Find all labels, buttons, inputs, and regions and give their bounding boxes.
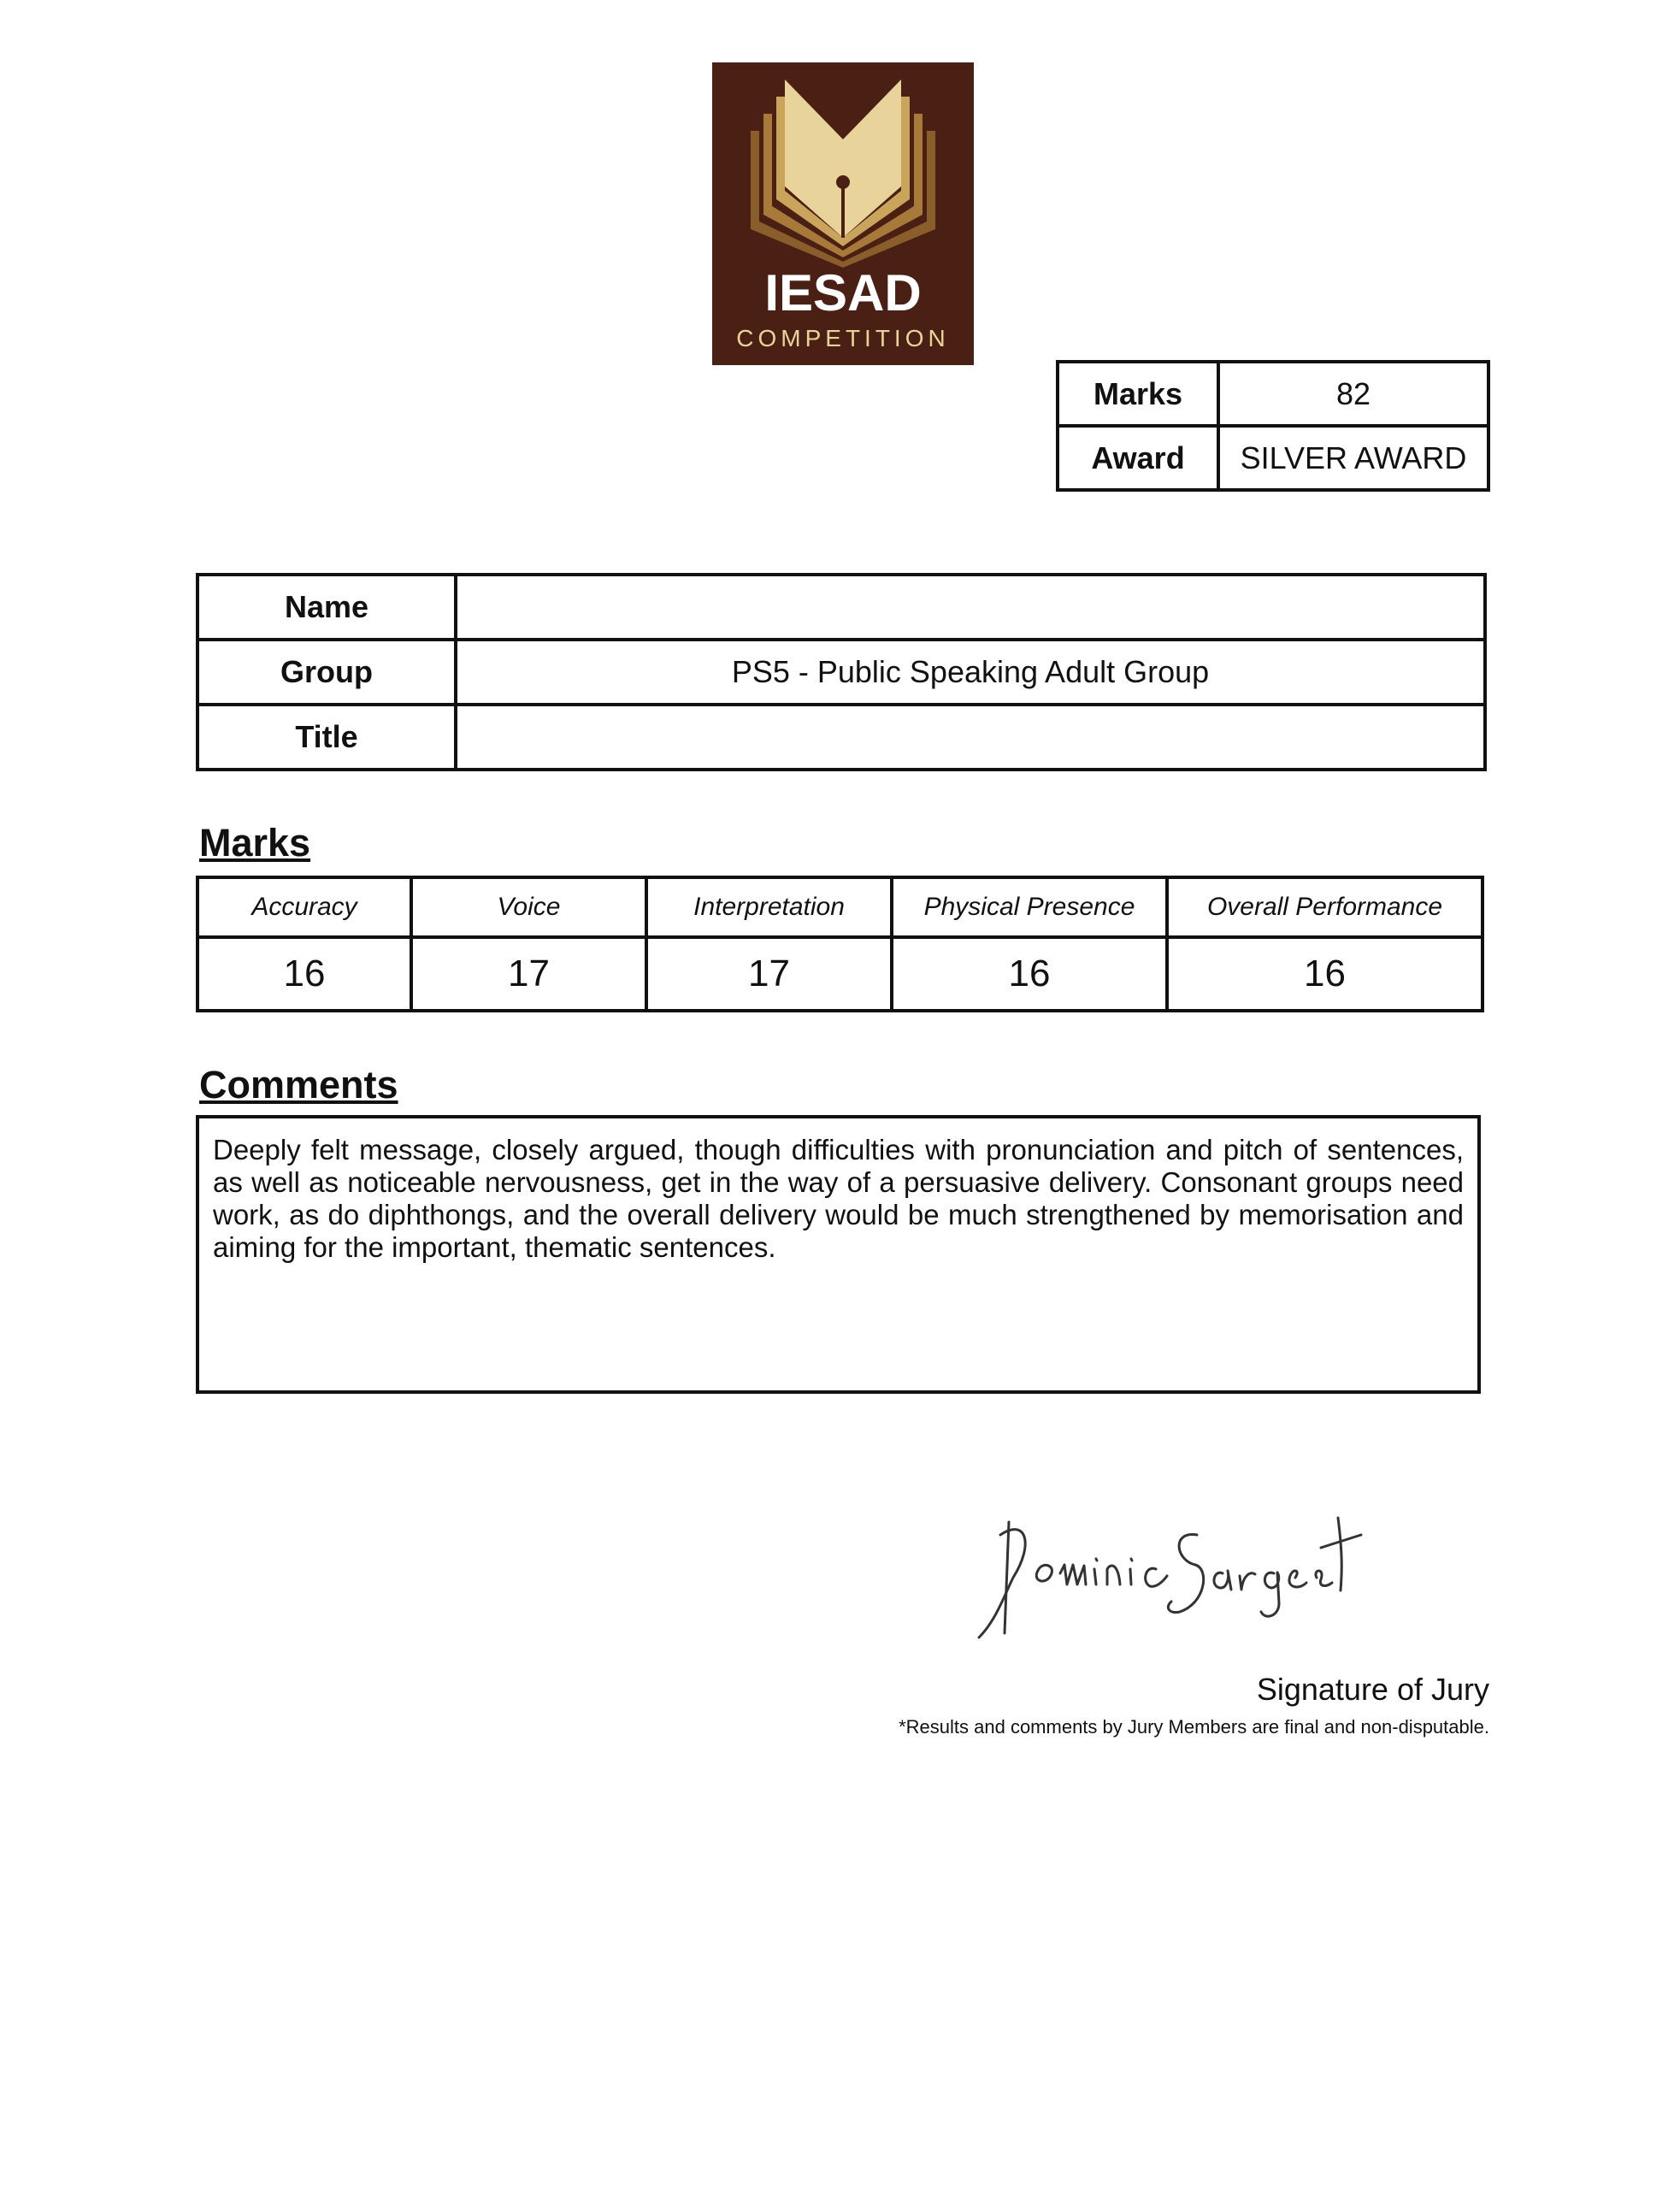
marks-row [1058,362,1488,426]
marks-header-row [197,877,1483,937]
comments-box [196,1115,1481,1394]
jury-signature [966,1484,1462,1655]
column-voice: Voice [411,877,646,937]
iesad-logo [712,62,974,365]
score-physical-presence: 16 [892,937,1167,1011]
participant-info-table [196,573,1487,771]
signature-label: Signature of Jury [1256,1672,1489,1707]
score-overall-performance: 16 [1167,937,1483,1011]
name-value [456,575,1485,640]
column-accuracy: Accuracy [197,877,411,937]
logo-tagline: COMPETITION [736,325,950,351]
marks-heading: Marks [199,821,311,864]
marks-value: 82 [1218,362,1488,426]
open-book-pen-icon [712,62,974,365]
column-physical-presence: Physical Presence [892,877,1167,937]
name-row [197,575,1485,640]
award-row [1058,426,1488,490]
title-value [456,705,1485,770]
award-value: SILVER AWARD [1218,426,1488,490]
group-row [197,640,1485,705]
marks-breakdown-table [196,876,1484,1012]
summary-table [1056,360,1490,492]
column-overall-performance: Overall Performance [1167,877,1483,937]
award-label: Award [1058,426,1218,490]
title-row [197,705,1485,770]
marks-score-row [197,937,1483,1011]
comments-heading: Comments [199,1063,398,1106]
group-label: Group [197,640,456,705]
title-label: Title [197,705,456,770]
name-label: Name [197,575,456,640]
score-interpretation: 17 [646,937,892,1011]
logo-brand: IESAD [764,264,922,322]
column-interpretation: Interpretation [646,877,892,937]
score-accuracy: 16 [197,937,411,1011]
comments-text: Deeply felt message, closely argued, though difficulties with pronunciation and pitch of sentences, as well as noticeable nervousness, get in the way of a persuasive delivery. Consonant groups need work, as do diphthongs, and the overall delivery would be much strengthened by memorisation and aiming for the important, thematic sentences. [213,1134,1464,1263]
score-voice: 17 [411,937,646,1011]
marks-label: Marks [1058,362,1218,426]
disclaimer-text: *Results and comments by Jury Members are final and non-disputable. [899,1716,1489,1738]
group-value: PS5 - Public Speaking Adult Group [456,640,1485,705]
